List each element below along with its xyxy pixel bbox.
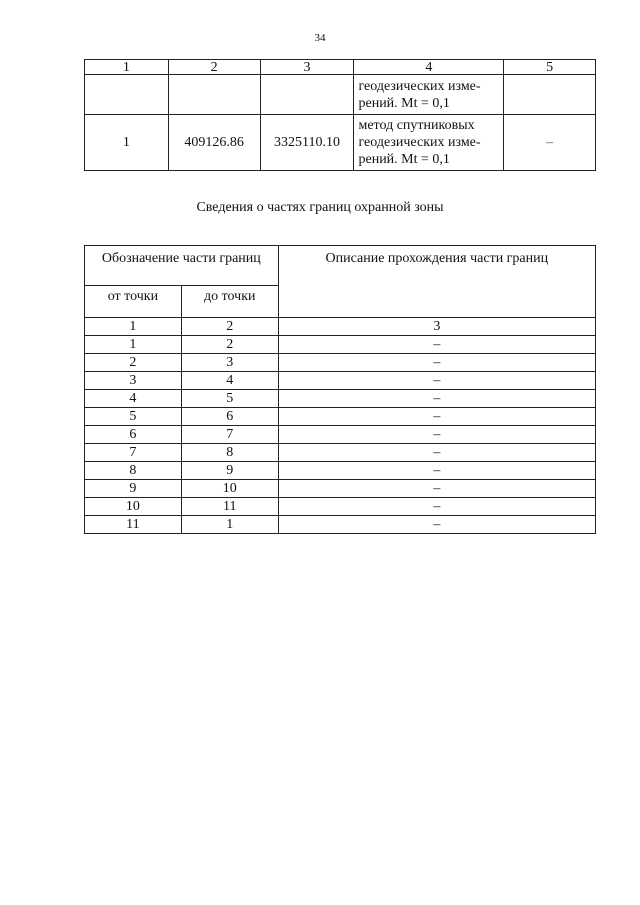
- cell-to: 9: [181, 462, 278, 480]
- header-part-designation: Обозначение части границ: [85, 246, 279, 286]
- cell-method: [354, 115, 504, 171]
- table-row: [85, 462, 596, 480]
- table-row: [85, 498, 596, 516]
- column-number-5: 5: [504, 60, 596, 75]
- cell-x: 409126.86: [168, 115, 260, 171]
- cell-to: 5: [181, 390, 278, 408]
- cell-desc: –: [278, 372, 595, 390]
- cell-y: [260, 75, 354, 115]
- cell-desc: –: [278, 390, 595, 408]
- cell-desc: –: [278, 444, 595, 462]
- cell-point: [85, 75, 169, 115]
- table-row: [85, 75, 596, 115]
- cell-to: 10: [181, 480, 278, 498]
- cell-desc: –: [278, 480, 595, 498]
- cell-desc: –: [278, 336, 595, 354]
- header-from-point: от точки: [85, 286, 182, 318]
- coordinates-header-row: [85, 60, 596, 75]
- cell-to: 4: [181, 372, 278, 390]
- method-line: геодезических изме-: [358, 135, 481, 150]
- table-row: [85, 354, 596, 372]
- cell-from: 8: [85, 462, 182, 480]
- column-number-1: 1: [85, 60, 169, 75]
- table-row: [85, 318, 596, 336]
- coordinates-table: [84, 59, 596, 171]
- cell-from: 2: [85, 354, 182, 372]
- cell-desc: –: [278, 354, 595, 372]
- cell-method: [354, 75, 504, 115]
- cell-to: 3: [181, 354, 278, 372]
- cell-from: 1: [85, 318, 182, 336]
- cell-from: 6: [85, 426, 182, 444]
- method-line: геодезических изме-: [358, 78, 481, 94]
- cell-from: 3: [85, 372, 182, 390]
- section-title: Сведения о частях границ охранной зоны: [196, 200, 444, 215]
- header-part-description: Описание прохождения части границ: [278, 246, 595, 318]
- cell-desc: –: [278, 408, 595, 426]
- cell-from: 7: [85, 444, 182, 462]
- cell-to: 2: [181, 318, 278, 336]
- table-row: [85, 444, 596, 462]
- method-line: рений. Mt = 0,1: [358, 152, 450, 167]
- cell-from: 9: [85, 480, 182, 498]
- cell-from: 5: [85, 408, 182, 426]
- cell-desc: –: [278, 462, 595, 480]
- cell-to: 6: [181, 408, 278, 426]
- header-to-point: до точки: [181, 286, 278, 318]
- column-number-3: 3: [260, 60, 354, 75]
- table-row: [85, 372, 596, 390]
- column-number-2: 2: [168, 60, 260, 75]
- cell-desc: –: [278, 426, 595, 444]
- page-number: 34: [314, 32, 326, 44]
- cell-from: 10: [85, 498, 182, 516]
- cell-desc: 3: [278, 318, 595, 336]
- parts-header-row: [85, 246, 596, 286]
- cell-from: 4: [85, 390, 182, 408]
- table-row: [85, 115, 596, 171]
- cell-to: 2: [181, 336, 278, 354]
- cell-to: 8: [181, 444, 278, 462]
- method-line: метод спутниковых: [358, 118, 475, 133]
- table-row: [85, 426, 596, 444]
- column-number-4: 4: [354, 60, 504, 75]
- table-row: [85, 390, 596, 408]
- boundary-parts-table: [84, 245, 596, 534]
- cell-description: [504, 75, 596, 115]
- cell-desc: –: [278, 498, 595, 516]
- table-row: [85, 336, 596, 354]
- cell-from: 11: [85, 516, 182, 534]
- cell-y: 3325110.10: [260, 115, 354, 171]
- cell-to: 11: [181, 498, 278, 516]
- cell-point: 1: [85, 115, 169, 171]
- cell-to: 7: [181, 426, 278, 444]
- cell-desc: –: [278, 516, 595, 534]
- cell-description: –: [504, 115, 596, 171]
- cell-from: 1: [85, 336, 182, 354]
- table-row: [85, 480, 596, 498]
- cell-x: [168, 75, 260, 115]
- table-row: [85, 408, 596, 426]
- method-line: рений. Mt = 0,1: [358, 95, 450, 111]
- table-row: [85, 516, 596, 534]
- cell-to: 1: [181, 516, 278, 534]
